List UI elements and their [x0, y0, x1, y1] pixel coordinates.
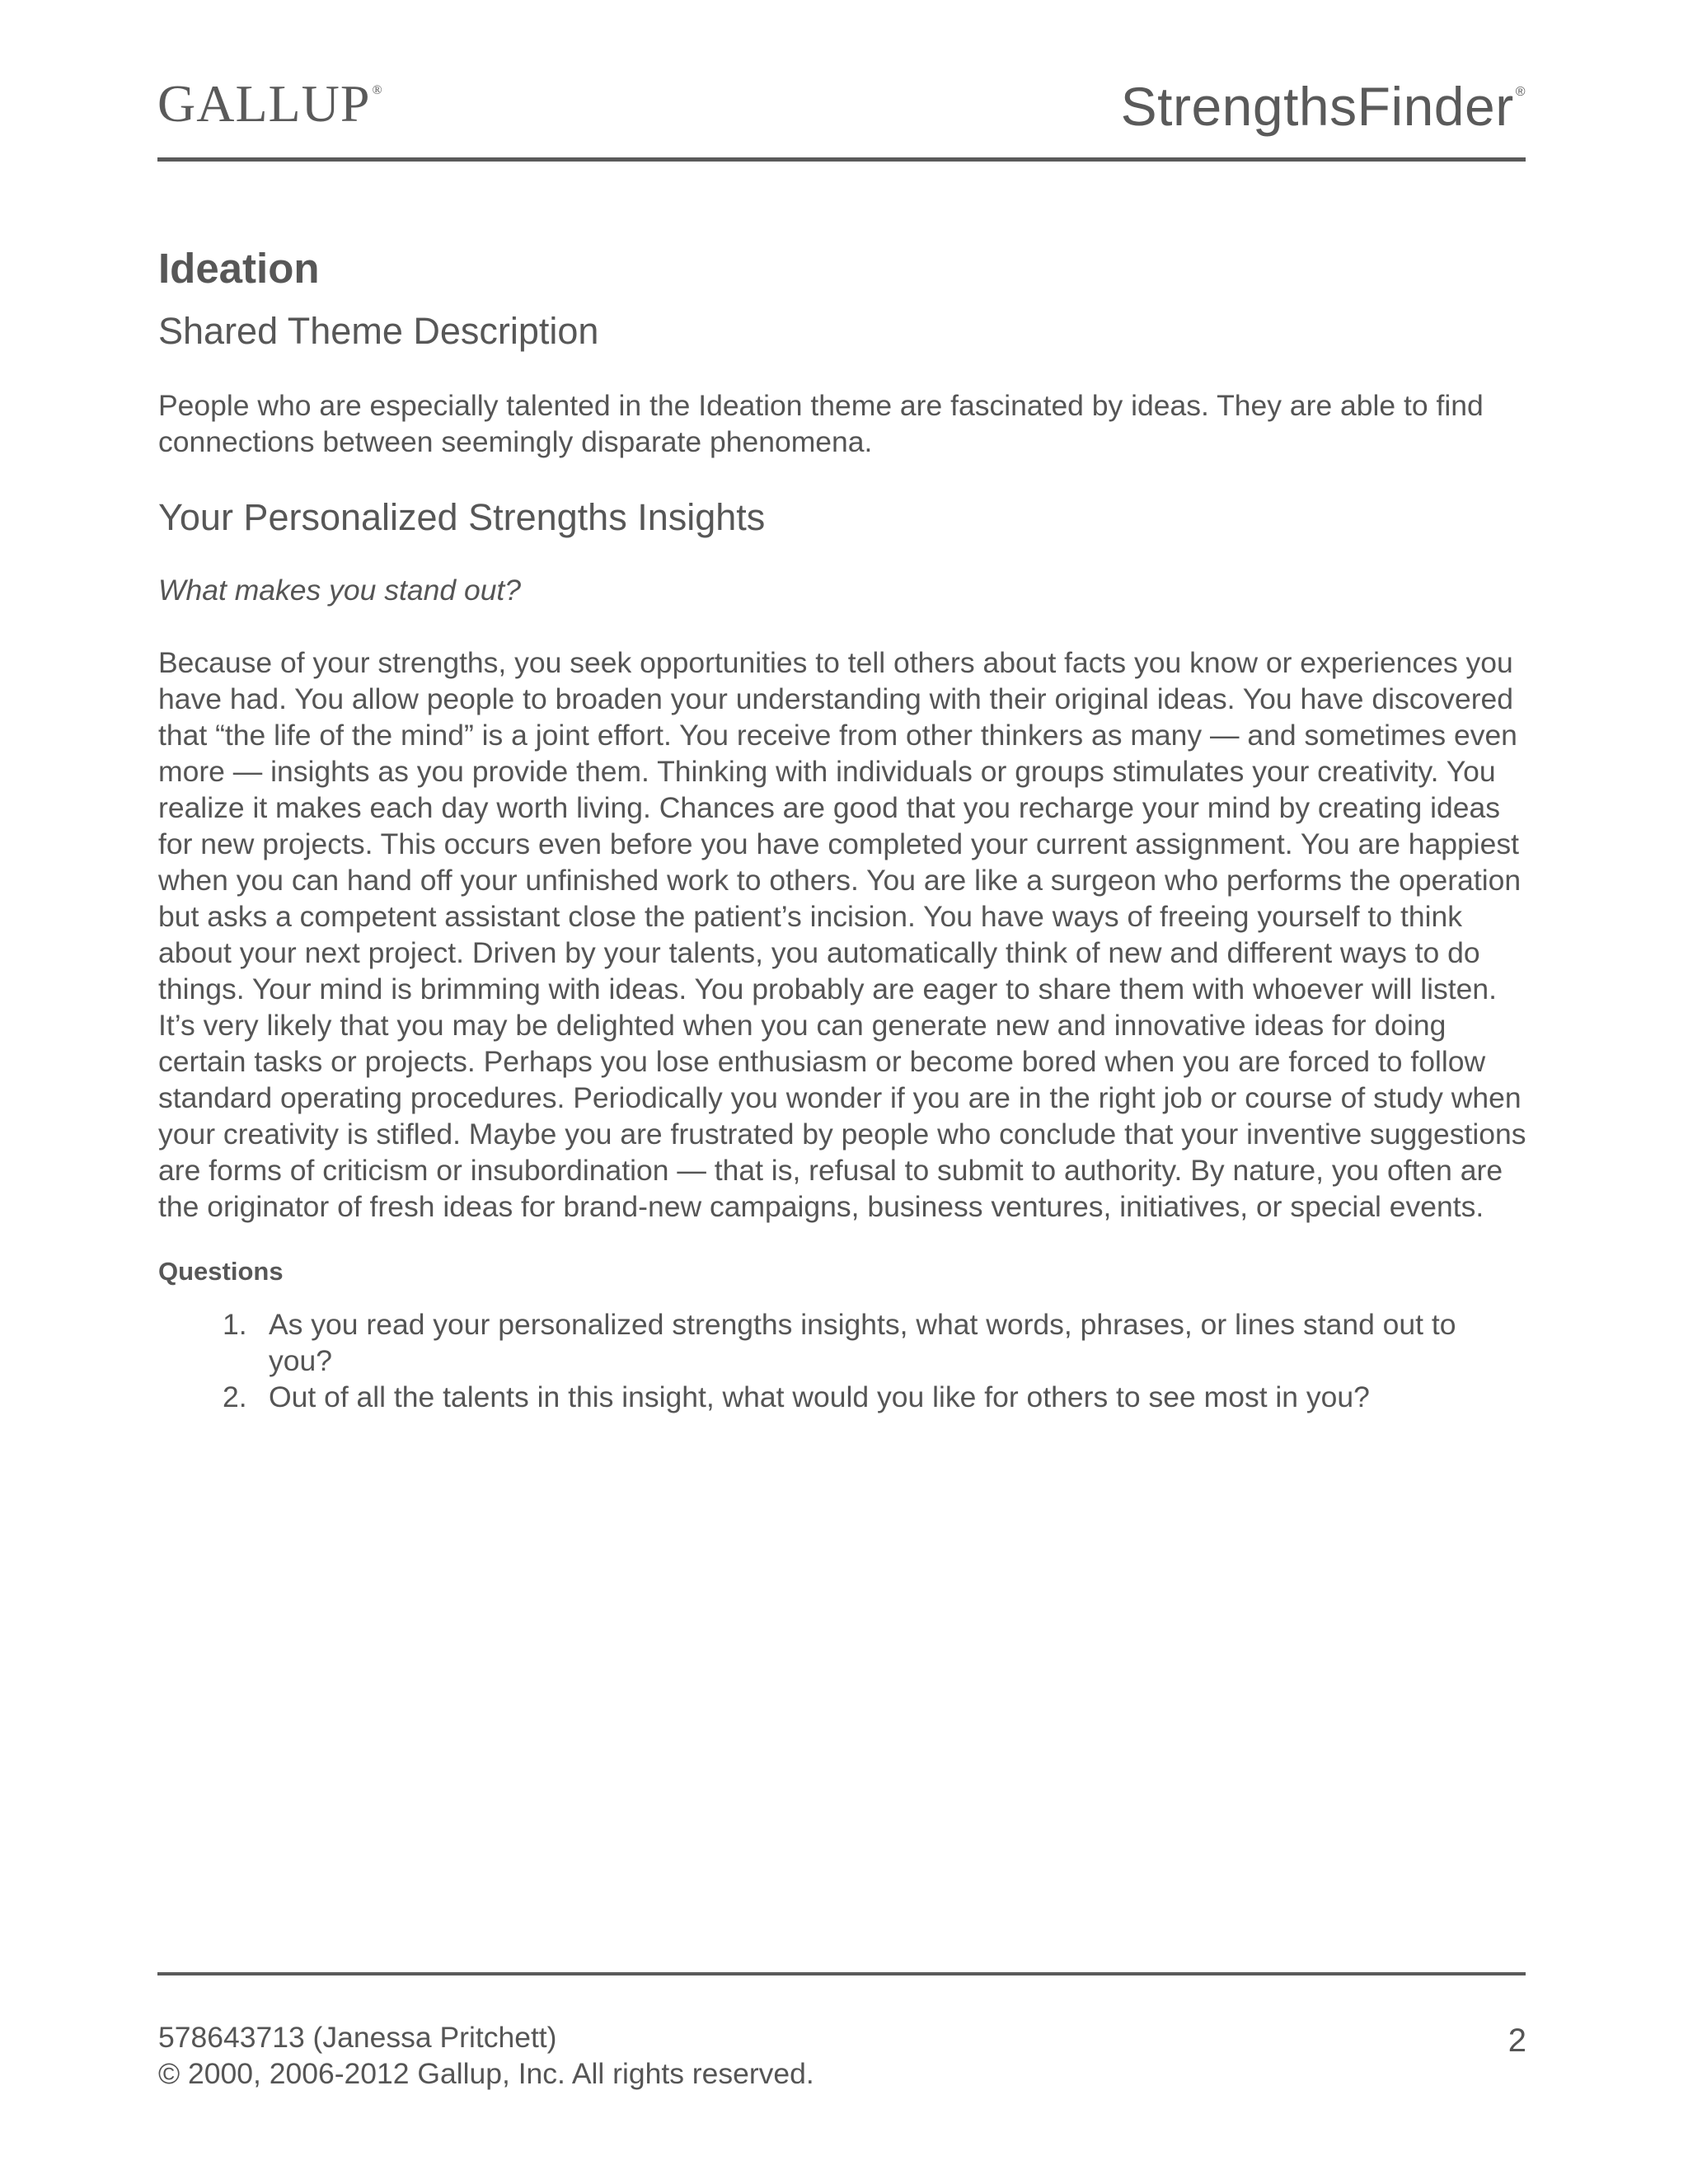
page-content: [158, 239, 1526, 1415]
page-header: [157, 74, 1526, 165]
copyright-notice: © 2000, 2006-2012 Gallup, Inc. All rights reserved.: [158, 2057, 814, 2090]
questions-heading: Questions: [158, 1257, 284, 1286]
shared-theme-heading: Shared Theme Description: [158, 310, 599, 352]
insights-heading: Your Personalized Strengths Insights: [158, 496, 766, 538]
question-text: As you read your personalized strengths insights, what words, phrases, or lines stand out to you?: [269, 1308, 1456, 1377]
page-number: 2: [1507, 2022, 1526, 2059]
gallup-logo-text: GALLUP: [157, 74, 371, 133]
gallup-logo: [157, 74, 383, 133]
header-divider: [157, 157, 1526, 162]
insight-paragraph: Because of your strengths, you seek opportunities to tell others about facts you know or experiences you have had. You allow people to broaden your understanding with their original ideas. You have discovered that “the life of the mind” is a joint effort. You receive from other thinkers as many — and sometimes even more — insights as you provide them. Thinking with individuals or groups stimulates your creativity. You realize it makes each day worth living. Chances are good that you recharge your mind by creating ideas for new projects. This occurs even before you have completed your current assignment. You are happiest when you can hand off your unfinished work to others. You are like a surgeon who performs the operation but asks a competent assistant close the patient’s incision. You have ways of freeing yourself to think about your next project. Driven by your talents, you automatically think of new and different ways to do things. Your mind is brimming with ideas. You probably are eager to share them with whoever will listen. It’s very likely that you may be delighted when you can generate new and innovative ideas for doing certain tasks or projects. Perhaps you lose enthusiasm or become bored when you are forced to follow standard operating procedures. Periodically you wonder if you are in the right job or course of study when your creativity is stifled. Maybe you are frustrated by people who conclude that your inventive suggestions are forms of criticism or insubordination — that is, refusal to submit to authority. By nature, you often are the originator of fresh ideas for brand-new campaigns, business ventures, initiatives, or special events.: [158, 646, 1526, 1223]
registered-mark: ®: [372, 83, 383, 97]
stand-out-question: What makes you stand out?: [158, 574, 522, 607]
shared-theme-description: People who are especially talented in the Ideation theme are fascinated by ideas. They are able to find connections between seemingly disparate phenomena.: [158, 389, 1484, 458]
question-item: [158, 1306, 1526, 1379]
question-text: Out of all the talents in this insight, what would you like for others to see most in you?: [269, 1380, 1370, 1413]
registered-mark: ®: [1515, 85, 1526, 99]
question-item: [158, 1379, 1526, 1415]
report-id: 578643713 (Janessa Pritchett): [158, 2021, 557, 2054]
strengthsfinder-logo-text: StrengthsFinder: [1120, 76, 1514, 137]
questions-list: [158, 1306, 1526, 1415]
footer-divider: [157, 1972, 1526, 1975]
question-number: 2.: [223, 1380, 247, 1413]
question-number: 1.: [223, 1308, 247, 1341]
theme-title: Ideation: [158, 245, 320, 292]
page-footer: [158, 2019, 1526, 2092]
strengthsfinder-logo: [1120, 76, 1526, 137]
